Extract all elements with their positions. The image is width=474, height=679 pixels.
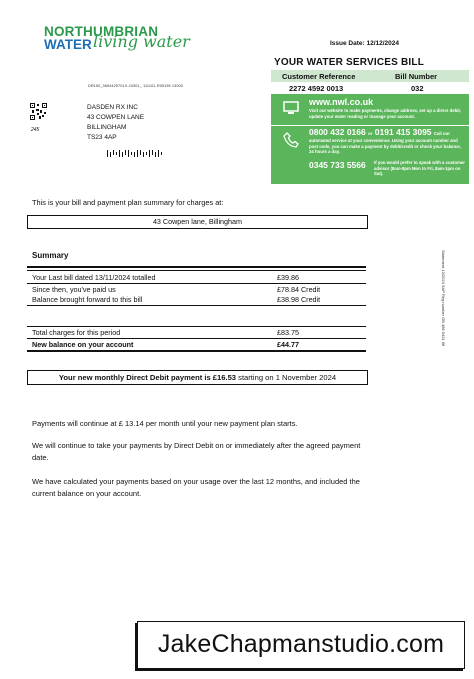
customer-reference-value: 2272 4592 0013 xyxy=(289,84,344,93)
summary-row-amount: £78.84 Credit xyxy=(277,285,321,294)
summary-row-last-bill xyxy=(32,273,362,282)
address-code: 245 xyxy=(31,127,40,133)
postal-barcode-icon xyxy=(107,150,163,157)
new-balance-amount: £44.77 xyxy=(277,340,299,349)
contact-divider xyxy=(271,125,469,126)
computer-icon xyxy=(283,100,299,116)
summary-rule-2 xyxy=(27,270,366,271)
bill-intro: This is your bill and payment plan summary for charges at: xyxy=(32,198,224,207)
summary-row-paid xyxy=(32,285,362,294)
summary-top-rule xyxy=(27,266,366,268)
charges-amount: £83.75 xyxy=(277,328,299,337)
charges-top-rule xyxy=(27,326,366,327)
summary-row-divider xyxy=(27,305,366,306)
new-balance-bottom-rule xyxy=(27,350,366,352)
charges-row xyxy=(32,328,362,337)
direct-debit-suffix: starting on 1 November 2024 xyxy=(236,373,337,382)
phone-number-3[interactable]: 0345 733 5566 xyxy=(309,160,366,170)
address-line-1: DASDEN RX INC xyxy=(87,104,138,111)
contact-panel xyxy=(271,94,469,184)
payment-paragraph-2: We will continue to take your payments by Direct Debit on or immediately after the agreed payment date. xyxy=(32,441,361,462)
direct-debit-box xyxy=(27,370,368,385)
direct-debit-amount: £16.53 xyxy=(212,373,237,382)
phone-or: or xyxy=(368,131,373,136)
logo-northumbrian: NORTHUMBRIAN xyxy=(44,24,159,39)
charges-label: Total charges for this period xyxy=(32,328,121,337)
phone-icon xyxy=(283,132,299,148)
watermark-box xyxy=(137,621,465,669)
phone-numbers xyxy=(309,127,450,137)
summary-row-amount: £39.86 xyxy=(277,273,299,282)
phone-text: automated service at your convenience. Using your account number and post code, you can make a payment by debit/credit or check your balance, 24 hours a day. xyxy=(309,138,461,155)
customer-reference-label: Customer Reference xyxy=(282,72,356,81)
phone-number-1[interactable]: 0800 432 0166 xyxy=(309,127,366,137)
summary-row-label: Balance brought forward to this bill xyxy=(32,295,143,304)
payment-paragraph-1: Payments will continue at £ 13.14 per month until your new payment plan starts. xyxy=(32,419,298,428)
phone-number-2[interactable]: 0191 415 3095 xyxy=(374,127,432,137)
bill-number-label: Bill Number xyxy=(395,72,438,81)
website-text: Visit our website to make payments, change address, set up a direct debit, update your water reading or manage your account. xyxy=(309,108,462,119)
reference-header xyxy=(271,70,469,82)
property-address-box: 43 Cowpen lane, Billingham xyxy=(27,215,368,229)
new-balance-label: New balance on your account xyxy=(32,340,134,349)
summary-row-label: Your Last bill dated 13/11/2024 totalled xyxy=(32,273,156,282)
logo-living-water: living water xyxy=(93,32,190,51)
summary-row-divider xyxy=(27,283,366,284)
address-line-4: TS23 4AP xyxy=(87,134,117,141)
phone3-text: If you would prefer to speak with a customer advisor (8am-8pm Mon to Fri, 8am-1pm on Sat). xyxy=(374,160,465,177)
direct-debit-prefix: Your new monthly Direct Debit payment is xyxy=(58,373,213,382)
issue-date: Issue Date: 12/12/2024 xyxy=(330,40,400,47)
qr-code-icon xyxy=(30,103,47,120)
side-reference-text: Statement 12/2024 SAP Reg number GB 486 9421 68 xyxy=(441,250,446,347)
payment-paragraph-3: We have calculated your payments based on your usage over the last 12 months, and included the current balance on your account. xyxy=(32,477,360,498)
logo-water: WATER xyxy=(44,37,92,52)
address-line-3: BILLINGHAM xyxy=(87,124,127,131)
summary-row-label: Since then, you've paid us xyxy=(32,285,116,294)
fine-print-code: DR150_3694425701X-24301_ 111101-R05159 13000 xyxy=(88,84,183,88)
address-line-2: 43 COWPEN LANE xyxy=(87,114,145,121)
reference-values xyxy=(271,82,469,94)
bill-number-value: 032 xyxy=(411,84,424,93)
summary-title: Summary xyxy=(32,251,69,260)
summary-row-brought-forward xyxy=(32,295,362,304)
summary-row-amount: £38.98 Credit xyxy=(277,295,321,304)
bill-title: YOUR WATER SERVICES BILL xyxy=(274,57,425,68)
phone-number-3-row xyxy=(309,160,366,170)
charges-divider xyxy=(27,338,366,339)
watermark-text: JakeChapmanstudio.com xyxy=(157,630,445,658)
website-link[interactable]: www.nwl.co.uk xyxy=(309,97,374,107)
new-balance-row xyxy=(32,340,362,349)
phone-text-a: Call our xyxy=(433,131,450,136)
